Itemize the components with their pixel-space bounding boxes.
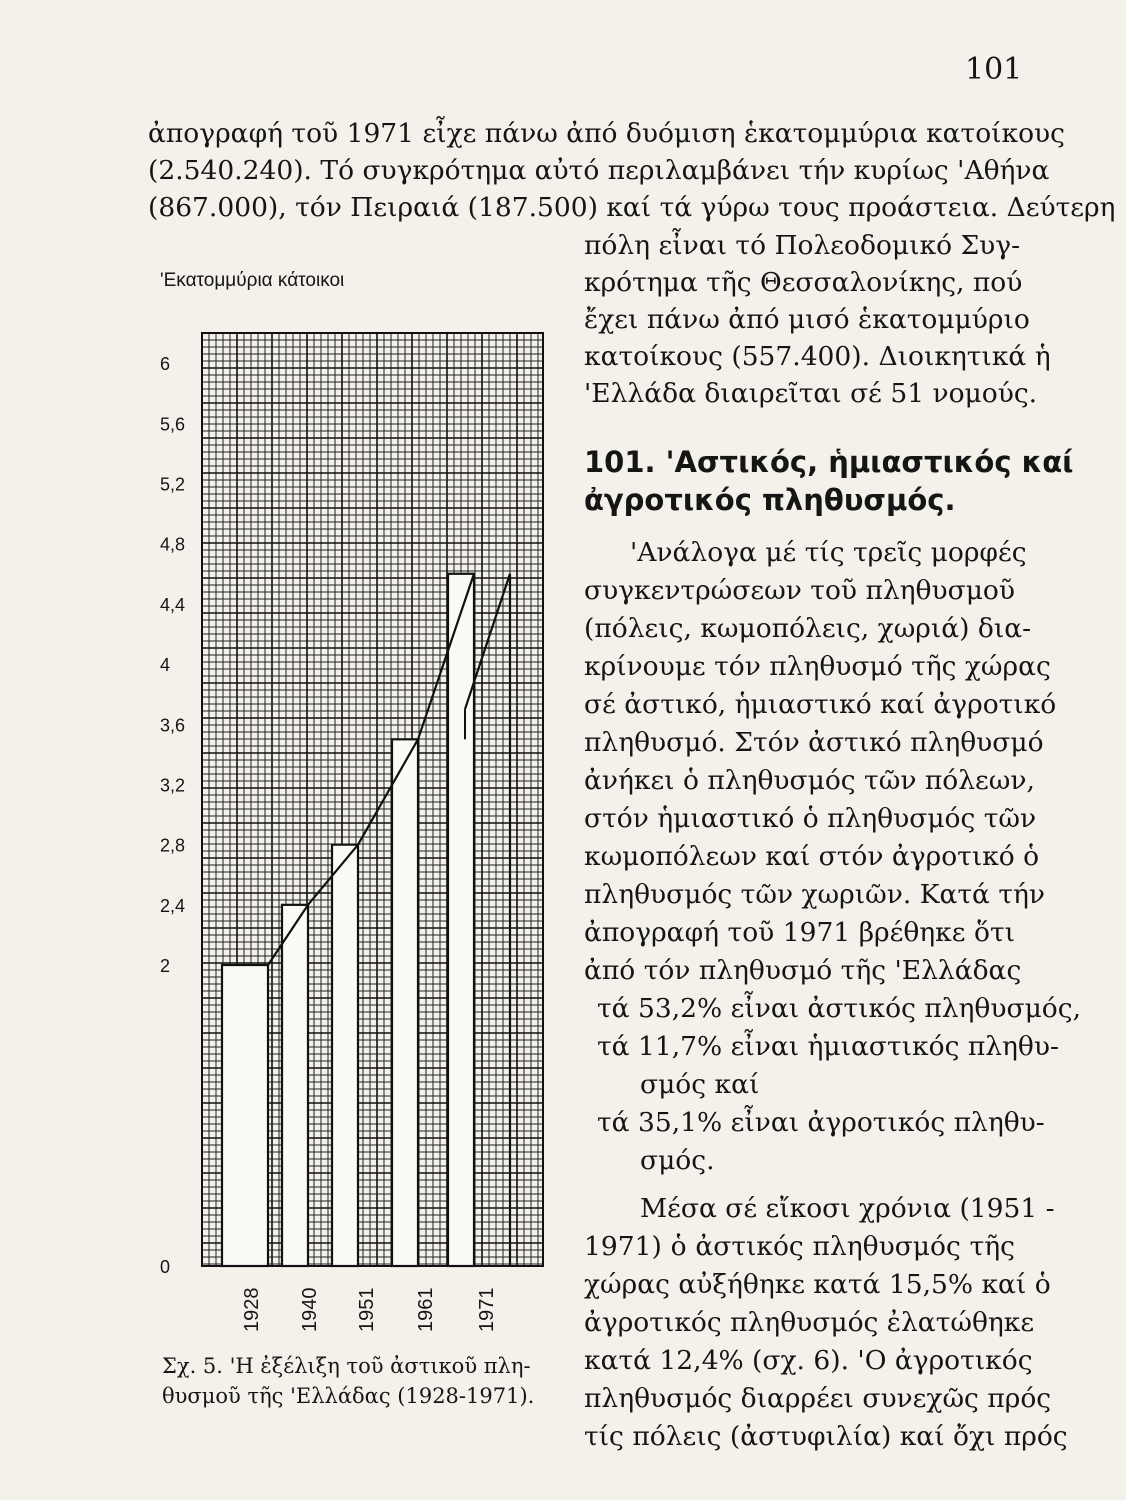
body-line: σμός.: [640, 1145, 715, 1176]
page-number: 101: [965, 52, 1023, 87]
body-line: πόλη εἶναι τό Πολεοδομικό Συγ-: [584, 230, 1021, 261]
y-axis-label: 'Εκατομμύρια κάτοικοι: [160, 270, 345, 291]
body-line: ἀπό τόν πληθυσμό τῆς 'Ελλάδας: [584, 955, 1022, 986]
body-line: κατοίκους (557.400). Διοικητικά ἡ: [584, 341, 1051, 372]
body-line: ἀπογραφή τοῦ 1971 βρέθηκε ὅτι: [584, 917, 1015, 948]
body-line: κατά 12,4% (σχ. 6). 'Ο ἀγροτικός: [584, 1345, 1033, 1376]
section-heading: ἀγροτικός πληθυσμός.: [584, 483, 956, 517]
y-tick-label: 4: [160, 655, 171, 676]
y-tick-label: 5,6: [160, 414, 186, 435]
x-tick-label: 1971: [476, 1287, 498, 1332]
y-tick-label: 4,4: [160, 594, 186, 615]
body-line: τά 11,7% εἶναι ἡμιαστικός πληθυ-: [597, 1031, 1059, 1062]
body-line: ἀπογραφή τοῦ 1971 εἶχε πάνω ἀπό δυόμιση ἑκατομμύρια κατοίκους: [148, 118, 1066, 149]
x-tick-label: 1961: [415, 1287, 437, 1332]
y-tick-label: 3,6: [160, 715, 186, 736]
bar-1961: [392, 739, 418, 1266]
body-line: στόν ἡμιαστικό ὁ πληθυσμός τῶν: [584, 803, 1037, 834]
body-line: πληθυσμός τῶν χωριῶν. Κατά τήν: [584, 879, 1046, 910]
body-line: πληθυσμό. Στόν ἀστικό πληθυσμό: [584, 727, 1044, 758]
body-line: κωμοπόλεων καί στόν ἀγροτικό ὁ: [584, 841, 1040, 872]
figure-caption: Σχ. 5. 'Η ἐξέλιξη τοῦ ἀστικοῦ πλη-: [162, 1354, 531, 1378]
y-tick-label: 2,8: [160, 835, 186, 856]
section-heading: 101. 'Αστικός, ἡμιαστικός καί: [584, 445, 1074, 479]
bar-1951: [332, 845, 358, 1266]
body-line: ἔχει πάνω ἀπό μισό ἑκατομμύριο: [584, 304, 1030, 335]
y-tick-label: 2,4: [160, 895, 186, 916]
body-line: Μέσα σέ εἴκοσι χρόνια (1951 -: [640, 1193, 1055, 1224]
y-tick-label: 0: [160, 1257, 171, 1277]
bar-1971: [448, 574, 474, 1266]
body-line: χώρας αὐξήθηκε κατά 15,5% καί ὁ: [584, 1269, 1051, 1300]
body-line: (2.540.240). Τό συγκρότημα αὐτό περιλαμβάνει τήν κυρίως 'Αθήνα: [148, 155, 1050, 186]
body-line: ἀνήκει ὁ πληθυσμός τῶν πόλεων,: [584, 765, 1035, 796]
body-line: σμός καί: [640, 1069, 760, 1100]
y-tick-label: 4,8: [160, 534, 186, 555]
y-tick-label: 5,2: [160, 474, 186, 495]
body-line: 1971) ὁ ἀστικός πληθυσμός τῆς: [584, 1231, 1015, 1262]
bar-1940: [282, 905, 308, 1266]
body-line: σέ ἀστικό, ἡμιαστικό καί ἀγροτικό: [584, 689, 1057, 720]
y-tick-label: 2: [160, 956, 171, 977]
body-line: (867.000), τόν Πειραιά (187.500) καί τά γύρω τους προάστεια. Δεύτερη: [148, 192, 1116, 223]
body-line: συγκεντρώσεων τοῦ πληθυσμοῦ: [584, 575, 1015, 606]
body-line: (πόλεις, κωμοπόλεις, χωριά) δια-: [584, 613, 1032, 644]
y-tick-label: 6: [160, 354, 171, 375]
body-line: 'Ανάλογα μέ τίς τρεῖς μορφές: [630, 537, 1027, 568]
x-tick-label: 1951: [356, 1287, 378, 1332]
bar-1928: [222, 965, 268, 1266]
body-line: τίς πόλεις (ἀστυφιλία) καί ὄχι πρός: [584, 1421, 1068, 1452]
body-line: 'Ελλάδα διαιρεῖται σέ 51 νομούς.: [584, 378, 1038, 409]
body-line: κρίνουμε τόν πληθυσμό τῆς χώρας: [584, 651, 1051, 682]
figure-caption: θυσμοῦ τῆς 'Ελλάδας (1928-1971).: [162, 1384, 535, 1408]
body-line: τά 53,2% εἶναι ἀστικός πληθυσμός,: [597, 993, 1082, 1024]
x-tick-label: 1928: [241, 1287, 263, 1332]
body-line: πληθυσμός διαρρέει συνεχῶς πρός: [584, 1383, 1052, 1414]
body-line: ἀγροτικός πληθυσμός ἐλατώθηκε: [584, 1307, 1035, 1338]
x-tick-label: 1940: [299, 1287, 321, 1332]
y-tick-label: 3,2: [160, 775, 186, 796]
body-line: κρότημα τῆς Θεσσαλονίκης, πού: [584, 267, 1023, 298]
body-line: τά 35,1% εἶναι ἀγροτικός πληθυ-: [597, 1107, 1045, 1138]
